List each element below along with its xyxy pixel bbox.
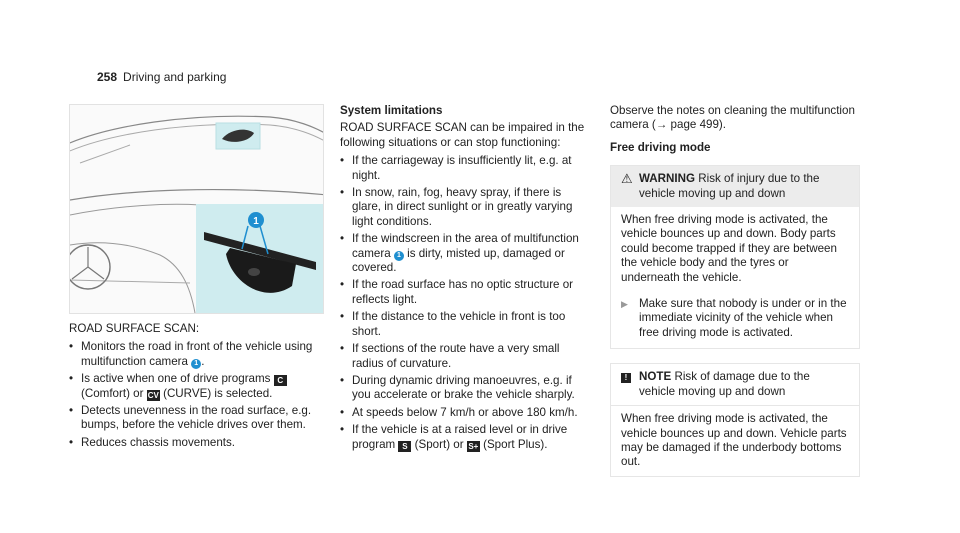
column-road-surface-scan [69,322,324,453]
comfort-program-icon: C [274,375,287,386]
list-item: • If the distance to the vehicle in front is too short. [340,310,590,339]
note-exclamation-icon: ! [621,373,631,383]
column-system-limitations [340,104,590,455]
warning-action: Make sure that nobody is under or in the immediate vicinity of the vehicle when free driving mode is activated. [639,297,847,339]
intro-text: ROAD SURFACE SCAN: [69,322,200,335]
note-title: Risk of damage due to the vehicle moving up and down [639,370,810,398]
sport-program-icon: S [398,441,411,452]
warning-label: WARNING [639,172,696,186]
feature-list [69,340,324,450]
note-label: NOTE [639,370,672,384]
page-header [97,70,226,84]
list-item: • If the carriageway is insufficiently lit, e.g. at night. [340,154,590,183]
callout-1: 1 [253,216,259,227]
section-title: Driving and parking [123,70,227,84]
list-item: • In snow, rain, fog, heavy spray, if there is glare, in direct sunlight or in greatly varying light conditions. [340,186,590,229]
action-arrow-icon: ▶ [621,299,628,310]
list-item: • If the road surface has no optic structure or reflects light. [340,278,590,307]
list-item: • Monitors the road in front of the vehicle using multifunction camera 1 . [69,340,324,369]
callout-badge: 1 [191,359,201,369]
observe-text: Observe the notes on cleaning the multifunction camera (→ page 499). [610,104,855,132]
sport-plus-program-icon: S+ [468,441,479,451]
column-free-driving-mode [610,104,860,477]
section-heading: System limitations [340,104,443,117]
note-body: When free driving mode is activated, the vehicle bounces up and down. Vehicle parts may be damaged if the underbody bottoms out. [621,412,847,469]
warning-box [610,165,860,349]
list-item: • Detects unevenness in the road surface, e.g. bumps, before the vehicle drives over them. [69,404,324,433]
list-item: • If the vehicle is at a raised level or in drive program S (Sport) or S+ (Sport Plus). [340,423,590,452]
limitations-list [340,154,590,452]
list-item: • Reduces chassis movements. [69,436,324,450]
section-heading: Free driving mode [610,140,711,154]
list-item: • At speeds below 7 km/h or above 180 km/h. [340,406,590,420]
callout-badge: 1 [394,251,404,261]
curve-program-icon: CV [147,390,159,400]
camera-illustration [69,104,324,314]
list-item: • If sections of the route have a very small radius of curvature. [340,342,590,371]
warning-body: When free driving mode is activated, the vehicle bounces up and down. Body parts could become trapped if they are between the vehicle body and the tyres or underneath the vehicle. [621,213,837,284]
list-item: • If the windscreen in the area of multifunction camera 1 is dirty, misted up, damaged or covered. [340,232,590,275]
camera-inset [196,204,323,313]
list-item: • Is active when one of drive programs C (Comfort) or CV (CURVE) is selected. [69,372,324,401]
list-item: • During dynamic driving manoeuvres, e.g. if you accelerate or brake the vehicle sharply. [340,374,590,403]
intro-text: ROAD SURFACE SCAN can be impaired in the following situations or can stop functioning: [340,121,585,149]
mercedes-star-icon [70,245,110,289]
page-number: 258 [97,70,118,84]
warning-title: Risk of injury due to the vehicle moving up and down [639,172,820,200]
note-box [610,363,860,476]
warning-triangle-icon: ⚠ [621,171,633,187]
